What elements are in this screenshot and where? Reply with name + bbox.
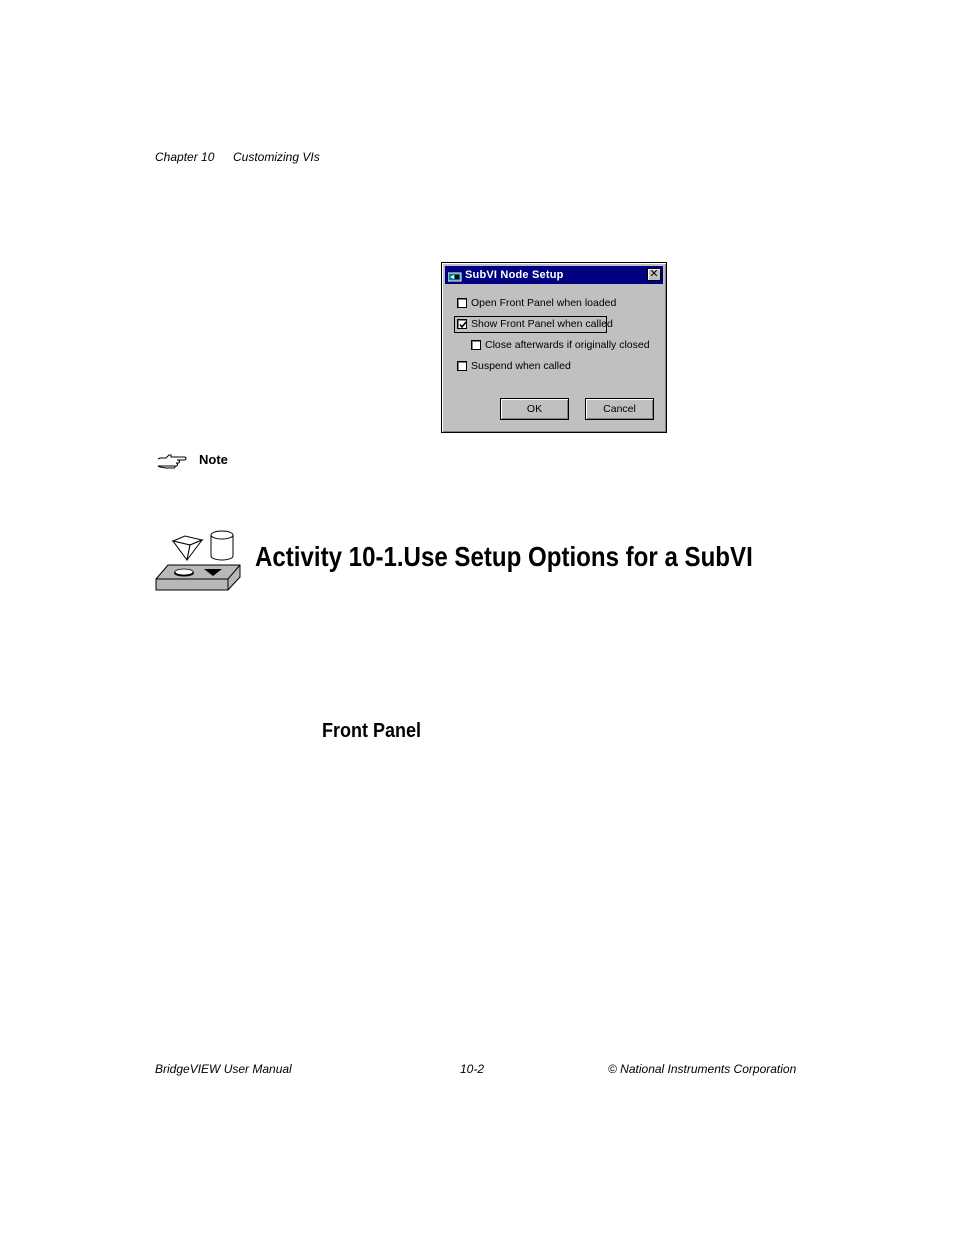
activity-shapes-icon [154,529,242,596]
option-label: Show Front Panel when called [471,318,613,330]
checkbox-show-front-panel[interactable] [457,319,467,329]
window-app-icon [448,270,462,280]
footer-page-number: 10-2 [460,1062,485,1076]
option-label: Suspend when called [471,360,571,372]
running-header-title: Customizing VIs [233,150,320,164]
footer-copyright: © National Instruments Corporation [608,1062,797,1076]
note-label: Note [199,452,228,467]
checkbox-open-front-panel[interactable] [457,298,467,308]
checkmark-icon [458,320,468,330]
close-icon[interactable]: ✕ [647,268,661,281]
subvi-node-setup-dialog [441,262,667,433]
running-header-chapter: Chapter 10 [155,150,215,164]
section-title: Front Panel [322,720,422,742]
option-label: Open Front Panel when loaded [471,297,617,309]
cancel-button[interactable]: Cancel [585,398,654,420]
footer-manual-title: BridgeVIEW User Manual [155,1062,292,1076]
option-label: Close afterwards if originally closed [485,339,650,351]
checkbox-suspend-when-called[interactable] [457,361,467,371]
pointing-hand-icon [157,452,187,475]
dialog-titlebar [445,266,663,284]
ok-button[interactable]: OK [500,398,569,420]
checkbox-close-afterwards[interactable] [471,340,481,350]
activity-title: Activity 10-1.Use Setup Options for a SubVI [255,541,753,572]
dialog-title: SubVI Node Setup [465,269,564,281]
